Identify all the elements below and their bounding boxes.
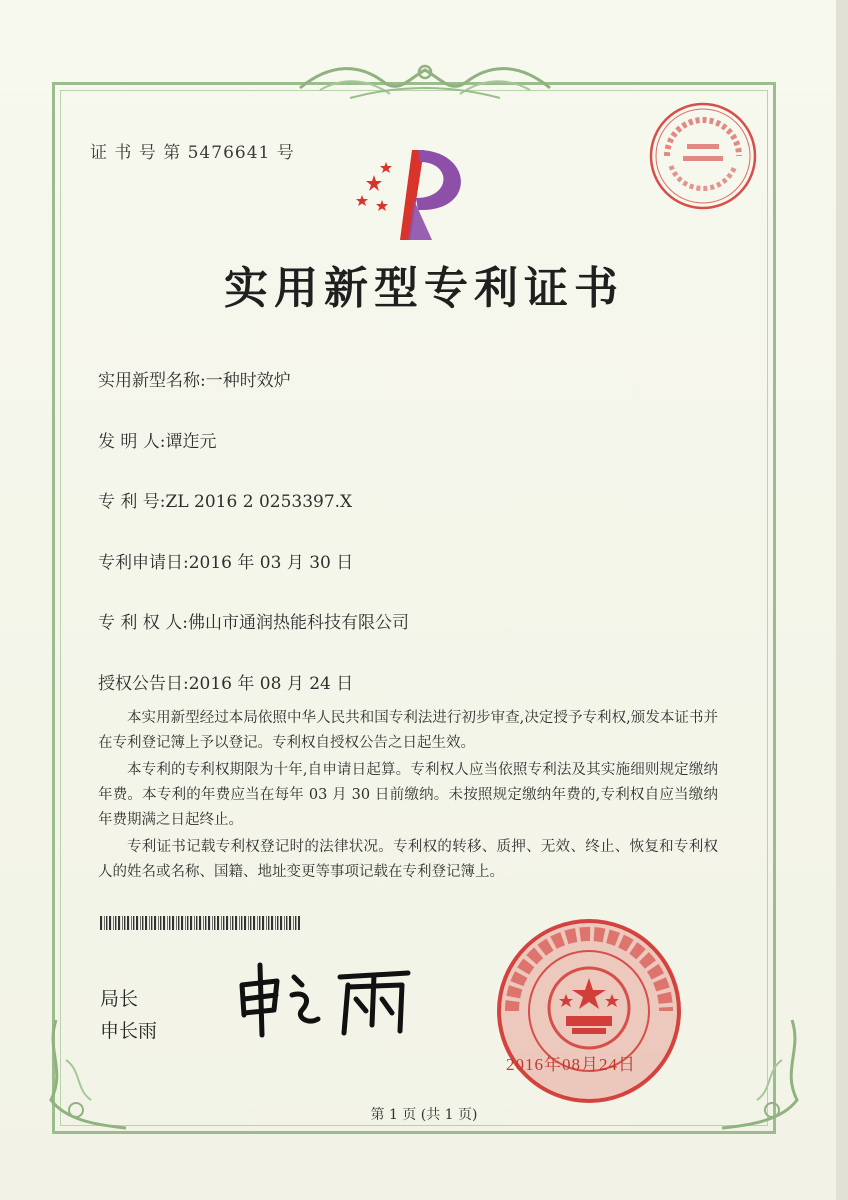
application-date-value: 2016 年 03 月 30 日 xyxy=(188,553,354,573)
top-ornament-icon xyxy=(290,58,560,108)
body-paragraph: 本专利的专利权期限为十年,自申请日起算。专利权人应当依照专利法及其实施细则规定缴纳年费。本专利的年费应当在每年 03 月 30 日前缴纳。未按照规定缴纳年费的,专利权自应当缴纳年费期满之日起终止。 xyxy=(98,762,718,828)
patent-number-row xyxy=(98,487,352,512)
page-indicator: 第 1 页 (共 1 页) xyxy=(370,1107,478,1123)
grant-date-label: 授权公告日: xyxy=(98,674,189,694)
inventor-row xyxy=(98,427,217,452)
small-red-seal-icon xyxy=(647,100,759,212)
application-date-row xyxy=(98,548,353,573)
patentee-value: 佛山市通润热能科技有限公司 xyxy=(187,613,409,633)
certificate-number: 证 书 号 第 5476641 号 xyxy=(90,143,295,163)
certificate-title: 实用新型专利证书 xyxy=(224,263,624,314)
certificate-body xyxy=(98,706,718,887)
barcode-icon xyxy=(100,916,300,930)
name-label: 实用新型名称: xyxy=(98,371,206,391)
body-paragraph: 专利证书记载专利权登记时的法律状况。专利权的转移、质押、无效、终止、恢复和专利权人的姓名或名称、国籍、地址变更等事项记载在专利登记簿上。 xyxy=(98,839,718,880)
seal-date: 2016年08月24日 xyxy=(506,1055,636,1074)
patentee-row xyxy=(98,608,409,633)
inventor-label: 发 明 人: xyxy=(98,432,166,452)
inventor-value: 谭迮元 xyxy=(165,432,217,452)
grant-date-value: 2016 年 08 月 24 日 xyxy=(188,674,354,694)
application-date-label: 专利申请日: xyxy=(98,553,189,573)
grant-date-row xyxy=(98,669,353,694)
patent-office-logo-icon xyxy=(352,140,482,250)
name-value: 一种时效炉 xyxy=(205,371,291,391)
director-title: 局长 xyxy=(100,988,139,1010)
director-name: 申长雨 xyxy=(100,1020,158,1042)
handwritten-signature-icon xyxy=(232,955,422,1040)
patent-number-value: ZL 2016 2 0253397.X xyxy=(165,492,353,512)
patent-number-label: 专 利 号: xyxy=(98,492,166,512)
body-paragraph: 本实用新型经过本局依照中华人民共和国专利法进行初步审查,决定授予专利权,颁发本证书并在专利登记簿上予以登记。专利权自授权公告之日起生效。 xyxy=(98,710,718,751)
utility-model-name-row xyxy=(98,366,291,391)
scan-edge xyxy=(836,0,848,1200)
patentee-label: 专 利 权 人: xyxy=(98,613,188,633)
national-ip-seal-icon xyxy=(494,916,684,1106)
